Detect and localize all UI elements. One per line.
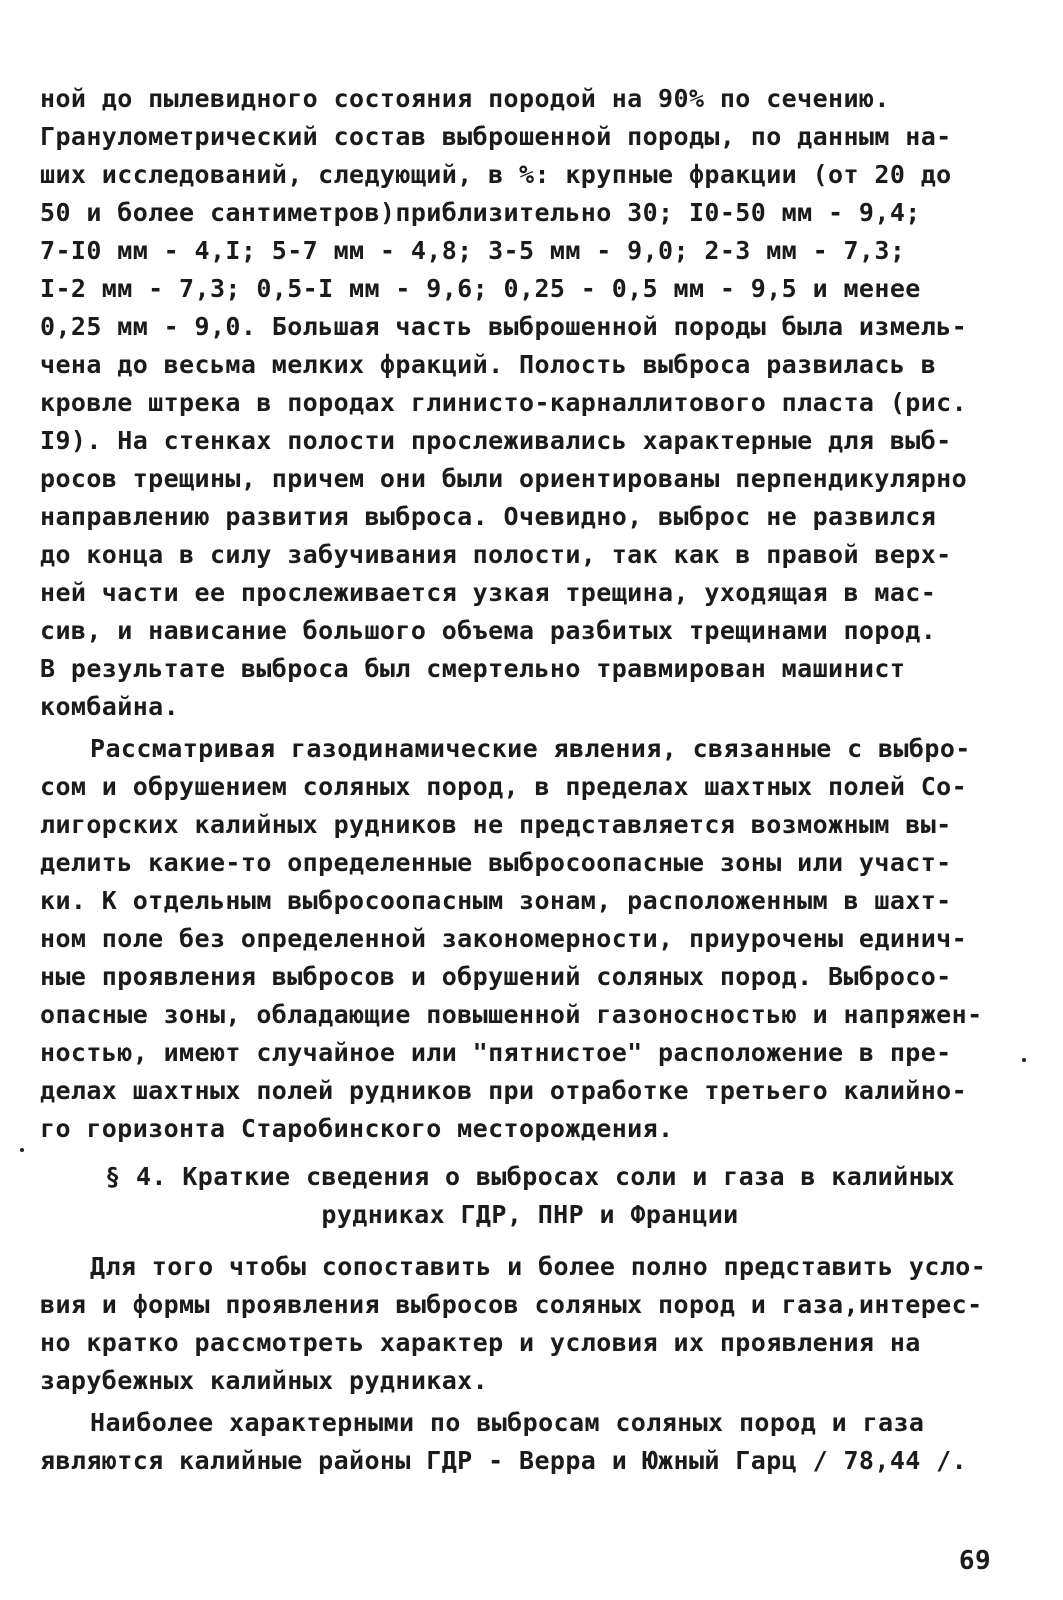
heading-line: § 4. Краткие сведения о выбросах соли и газа в калийных (105, 1162, 955, 1191)
text-line: опасные зоны, обладающие повышенной газоносностью и напряжен- (40, 1000, 983, 1029)
text-line: I-2 мм - 7,3; 0,5-I мм - 9,6; 0,25 - 0,5 мм - 9,5 и менее (40, 274, 921, 303)
paragraph-3 (40, 1248, 1020, 1400)
text-line: кровле штрека в породах глинисто-карналлитового пласта (рис. (40, 388, 968, 417)
text-line: комбайна. (40, 692, 180, 721)
text-line: Рассматривая газодинамические явления, связанные с выбро- (90, 734, 971, 763)
text-line: до конца в силу забучивания полости, так как в правой верх- (40, 540, 952, 569)
scan-speck (1022, 1058, 1026, 1062)
paragraph-4 (40, 1404, 1020, 1480)
text-line: росов трещины, причем они были ориентированы перпендикулярно (40, 464, 968, 493)
text-line: лигорских калийных рудников не представляется возможным вы- (40, 810, 952, 839)
text-line: делить какие-то определенные выбросоопасные зоны или участ- (40, 848, 952, 877)
text-line: Наиболее характерными по выбросам соляных пород и газа (90, 1408, 925, 1437)
text-line: являются калийные районы ГДР - Верра и Южный Гарц / 78,44 /. (40, 1446, 968, 1475)
text-line: вия и формы проявления выбросов соляных пород и газа,интерес- (40, 1290, 983, 1319)
text-line: Для того чтобы сопоставить и более полно представить усло- (90, 1252, 987, 1281)
text-line: направлению развития выброса. Очевидно, выброс не развился (40, 502, 937, 531)
text-line: В результате выброса был смертельно травмирован машинист (40, 654, 906, 683)
text-line: го горизонта Старобинского месторождения. (40, 1114, 674, 1143)
text-line: 0,25 мм - 9,0. Большая часть выброшенной породы была измель- (40, 312, 968, 341)
text-line: ней части ее прослеживается узкая трещина, уходящая в мас- (40, 578, 937, 607)
heading-line: рудниках ГДР, ПНР и Франции (321, 1200, 739, 1229)
text-line: 7-I0 мм - 4,I; 5-7 мм - 4,8; 3-5 мм - 9,0; 2-3 мм - 7,3; (40, 236, 906, 265)
paragraph-1 (40, 80, 1020, 726)
page-number: 69 (958, 1546, 991, 1576)
text-line: делах шахтных полей рудников при отработке третьего калийно- (40, 1076, 968, 1105)
text-line: сив, и нависание большого объема разбитых трещинами пород. (40, 616, 937, 645)
text-line: ном поле без определенной закономерности, приурочены единич- (40, 924, 968, 953)
section-heading (40, 1158, 1020, 1234)
text-line: сом и обрушением соляных пород, в пределах шахтных полей Со- (40, 772, 968, 801)
text-line: Гранулометрический состав выброшенной породы, по данным на- (40, 122, 952, 151)
text-line: 50 и более сантиметров)приблизительно 30; I0-50 мм - 9,4; (40, 198, 921, 227)
text-line: ки. К отдельным выбросоопасным зонам, расположенным в шахт- (40, 886, 952, 915)
text-line: чена до весьма мелких фракций. Полость выброса развилась в (40, 350, 937, 379)
text-line: I9). На стенках полости прослеживались характерные для выб- (40, 426, 952, 455)
scan-speck (20, 1148, 24, 1152)
text-line: но кратко рассмотреть характер и условия их проявления на (40, 1328, 921, 1357)
paragraph-2 (40, 730, 1020, 1148)
text-line: ные проявления выбросов и обрушений соляных пород. Выбросо- (40, 962, 952, 991)
text-line: ностью, имеют случайное или "пятнистое" расположение в пре- (40, 1038, 952, 1067)
text-line: ших исследований, следующий, в %: крупные фракции (от 20 до (40, 160, 952, 189)
text-line: зарубежных калийных рудниках. (40, 1366, 489, 1395)
text-line: ной до пылевидного состояния породой на 90% по сечению. (40, 84, 890, 113)
